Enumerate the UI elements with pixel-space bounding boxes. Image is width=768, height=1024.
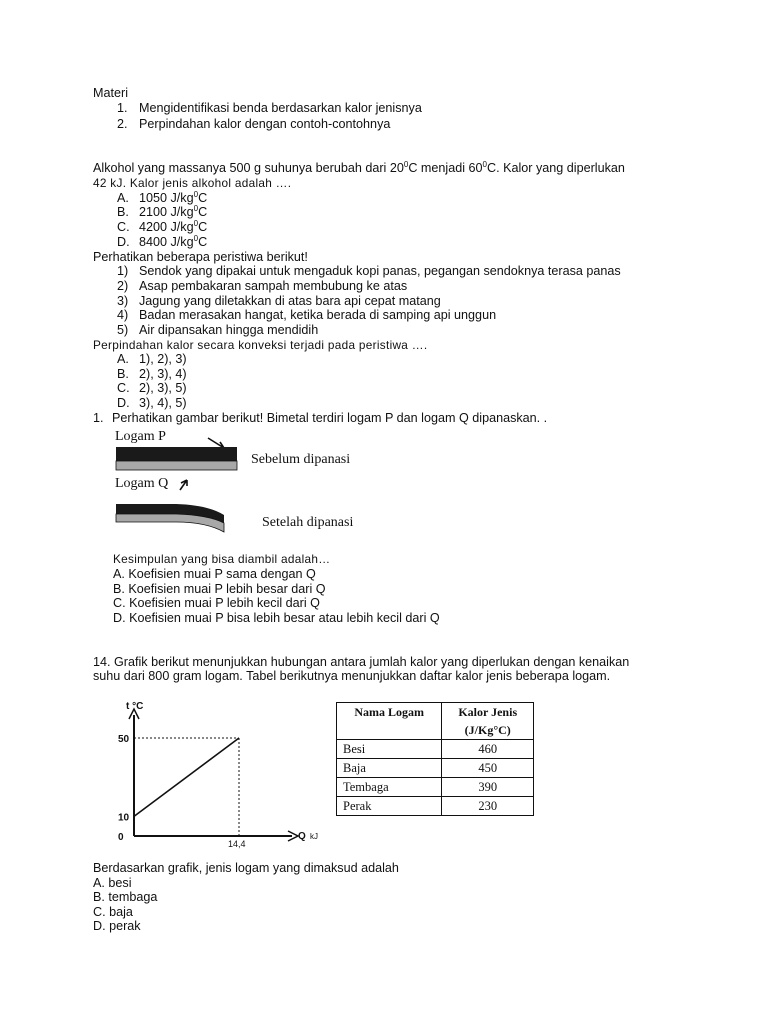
materi-item: Perpindahan kalor dengan contoh-contohnya [139, 117, 391, 131]
q2-question: Perpindahan kalor secara konveksi terjadi pada peristiwa …. [93, 338, 428, 352]
table-header-kalor: Kalor Jenis [442, 703, 534, 722]
q2-event: Sendok yang dipakai untuk mengaduk kopi panas, pegangan sendoknya terasa panas [139, 264, 621, 278]
q2-event-number: 3) [117, 294, 129, 308]
table-cell-name: Baja [337, 759, 442, 778]
q2-option-letter: B. [117, 367, 129, 381]
q-axis-label: Q [298, 831, 306, 842]
q14-stem-line2: suhu dari 800 gram logam. Tabel berikutnya menunjukkan daftar kalor jenis beberapa logam. [93, 669, 611, 683]
table-cell-value: 230 [442, 797, 534, 816]
series-line [134, 738, 239, 816]
q1-option-b: 2100 $J/kg^0C$ [139, 204, 208, 219]
table-cell-name: Tembaga [337, 778, 442, 797]
q3-option-b: B. Koefisien muai P lebih besar dari Q [113, 582, 326, 596]
q14-option-a: A. besi [93, 876, 132, 890]
q1-option-letter: D. [117, 235, 130, 249]
q-axis-unit: kJ [310, 832, 318, 841]
q2-event: Asap pembakaran sampah membubung ke atas [139, 279, 408, 293]
logam-q-label: Logam Q [115, 476, 169, 491]
q2-event-number: 5) [117, 323, 129, 337]
materi-item-number: 2. [117, 117, 128, 131]
y-tick-label: 10 [118, 812, 130, 824]
y-tick-label: 0 [118, 832, 124, 843]
q14-option-b: B. tembaga [93, 890, 158, 904]
q3-option-a: A. Koefisien muai P sama dengan Q [113, 567, 316, 581]
q2-option-a: 1), 2), 3) [139, 352, 187, 366]
q2-event-number: 4) [117, 308, 129, 322]
q2-event: Badan merasakan hangat, ketika berada di samping api unggun [139, 308, 497, 322]
table-cell-name: Perak [337, 797, 442, 816]
q2-option-letter: C. [117, 381, 130, 395]
materi-item-number: 1. [117, 101, 128, 115]
t-axis-label: t °C [126, 701, 144, 712]
table-row [337, 759, 534, 778]
q14-option-d: D. perak [93, 919, 141, 933]
q1-stem-line2: 42 kJ. Kalor jenis alkohol adalah …. [93, 176, 292, 190]
q1-option-letter: C. [117, 220, 130, 234]
q1-option-d: 8400 $J/kg^0C$ [139, 234, 208, 249]
materi-item: Mengidentifikasi benda berdasarkan kalor jenisnya [139, 101, 422, 115]
q14-stem-line1: 14. Grafik berikut menunjukkan hubungan antara jumlah kalor yang diperlukan dengan kenaikan [93, 655, 630, 669]
q2-option-d: 3), 4), 5) [139, 396, 187, 410]
table-cell-value: 390 [442, 778, 534, 797]
table-row [337, 778, 534, 797]
table-row [337, 740, 534, 759]
q2-option-letter: A. [117, 352, 129, 366]
q14-question: Berdasarkan grafik, jenis logam yang dimaksud adalah [93, 861, 399, 875]
q3-question: Kesimpulan yang bisa diambil adalah… [113, 552, 331, 566]
q2-event: Jagung yang diletakkan di atas bara api cepat matang [139, 294, 441, 308]
before-heating-label: Sebelum dipanasi [251, 452, 351, 467]
q2-event: Air dipansakan hingga mendidih [139, 323, 319, 337]
q2-event-number: 1) [117, 264, 129, 278]
q3-stem: Perhatikan gambar berikut! Bimetal terdiri logam P dan logam Q dipanaskan. . [112, 411, 548, 425]
table-cell-value: 460 [442, 740, 534, 759]
table-row [337, 797, 534, 816]
table-header-nama: Nama Logam [337, 703, 442, 740]
after-heating-label: Setelah dipanasi [262, 515, 354, 530]
q3-option-d: D. Koefisien muai P bisa lebih besar atau lebih kecil dari Q [113, 611, 440, 625]
q2-option-b: 2), 3), 4) [139, 367, 187, 381]
q14-option-c: C. baja [93, 905, 133, 919]
q2-option-c: 2), 3), 5) [139, 381, 187, 395]
q3-option-c: C. Koefisien muai P lebih kecil dari Q [113, 596, 320, 610]
x-tick-label: 14,4 [228, 839, 246, 849]
table-header-unit: (J/Kg°C) [442, 721, 534, 740]
table-cell-value: 450 [442, 759, 534, 778]
kalor-jenis-table [336, 702, 534, 816]
q2-event-number: 2) [117, 279, 129, 293]
q1-option-c: 4200 $J/kg^0C$ [139, 219, 208, 234]
logam-p-label: Logam P [115, 429, 166, 444]
q1-option-a: 1050 $J/kg^0C$ [139, 190, 208, 205]
q3-number: 1. [93, 411, 104, 425]
q1-option-letter: A. [117, 191, 129, 205]
table-cell-name: Besi [337, 740, 442, 759]
q2-intro: Perhatikan beberapa peristiwa berikut! [93, 250, 308, 264]
y-tick-label: 50 [118, 734, 130, 745]
q1-stem-line1: Alkohol yang massanya 500 g suhunya berubah dari $20^0C$ menjadi $60^0C$. Kalor yang diperlukan [93, 160, 625, 175]
materi-label: Materi [93, 86, 128, 100]
q1-option-letter: B. [117, 205, 129, 219]
q2-option-letter: D. [117, 396, 130, 410]
